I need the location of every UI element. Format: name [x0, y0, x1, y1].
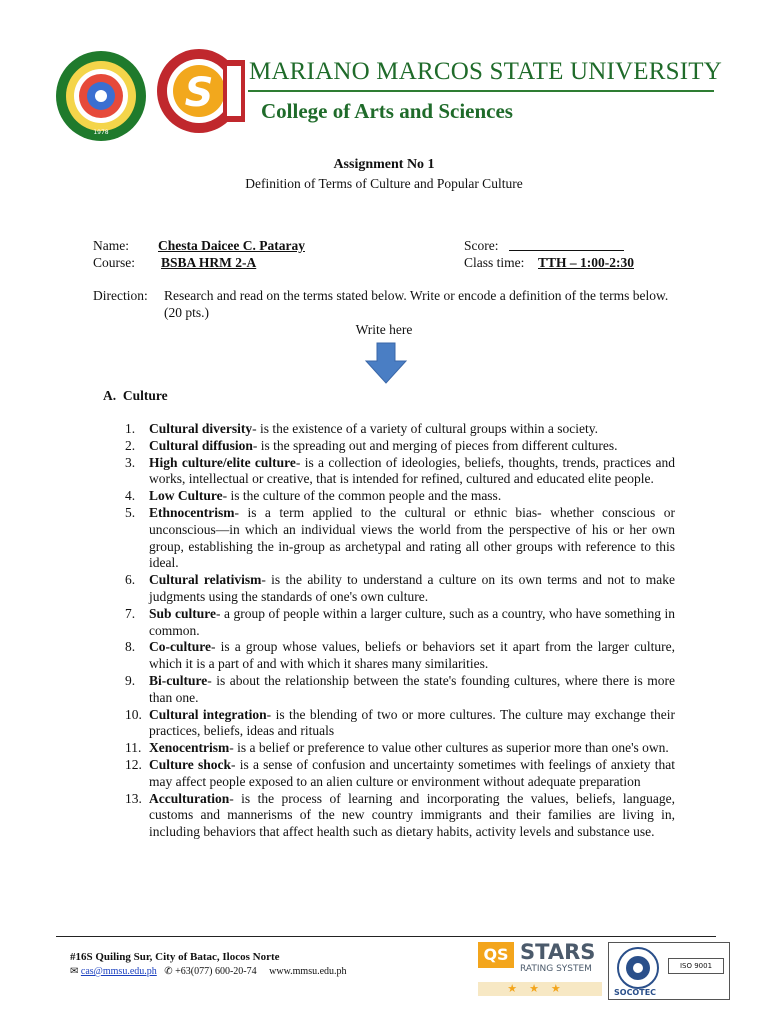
list-item: 1. Cultural diversity- is the existence of a variety of cultural groups within a society. — [125, 421, 599, 436]
course-label: Course: — [93, 255, 135, 270]
list-item: 9. Bi-culture- is about the relationship between the state's founding cultures, where there is more than one. — [125, 672, 675, 705]
svg-text:S: S — [184, 70, 214, 116]
definition: - is about the relationship between the state's founding cultures, where there is more than one. — [149, 672, 675, 705]
term: Culture shock — [149, 756, 231, 772]
assignment-title: Assignment No 1 — [333, 157, 435, 172]
stars-rating: ★★★ — [478, 982, 602, 996]
term: Cultural diffusion — [149, 437, 253, 453]
certification-icon — [616, 946, 660, 990]
definition: - is the culture of the common people and the mass. — [222, 488, 502, 504]
college-logo — [155, 48, 247, 134]
direction-text: Research and read on the terms stated below. Write or encode a definition of the terms below. (20 pts.) — [164, 288, 669, 320]
definition: - is the process of learning and incorporating the values, beliefs, language, customs and mannerisms of the new country immigrants and their families are living in, including behaviors that affect health such as dietary habits, activity levels and substance use. — [149, 790, 675, 840]
phone-icon: ✆ — [164, 966, 173, 977]
direction-label: Direction: — [93, 288, 148, 303]
mmsu-seal-logo — [55, 50, 147, 142]
qs-stars-badge — [478, 942, 602, 998]
svg-text:1978: 1978 — [93, 129, 109, 136]
mail-icon: ✉ — [70, 966, 79, 977]
list-item: 7. Sub culture- a group of people within a larger culture, such as a country, who have something in common. — [125, 605, 675, 638]
footer-divider — [56, 936, 716, 937]
stars-subtitle: RATING SYSTEM — [520, 964, 592, 974]
list-item: 3. High culture/elite culture- is a collection of ideologies, beliefs, thoughts, trends, practices and works, intellectual or creative, that is intended for refined, cultured and educated elite people. — [125, 454, 675, 487]
section-heading — [103, 388, 168, 404]
name-value: Chesta Daicee C. Pataray — [158, 238, 305, 253]
section-title: Culture — [122, 388, 168, 403]
course-value: BSBA HRM 2-A — [161, 255, 257, 270]
definition: - is a collection of ideologies, beliefs, thoughts, trends, practices and works, intellectual or creative, that is intended for refined, cultured and educated elite people. — [149, 454, 675, 487]
section-letter: A. — [103, 388, 117, 403]
email-link[interactable]: cas@mmsu.edu.ph — [80, 966, 157, 977]
list-item: 5. Ethnocentrism- is a term applied to the cultural or ethnic bias- whether conscious or unconscious—in which an individual views the world from the perspective of his or her own group, establishing the in-group as archetypal and rating all other groups with reference to this ideal. — [125, 504, 675, 571]
definition: - is the ability to understand a culture on its own terms and not to make judgments using the standards of one's own culture. — [149, 572, 675, 604]
socotec-cert-badge — [608, 942, 730, 1000]
list-item: 11. Xenocentrism- is a belief or preference to value other cultures as superior more than one's own. — [125, 740, 669, 756]
score-blank — [509, 238, 624, 251]
website-link[interactable]: www.mmsu.edu.ph — [269, 966, 347, 977]
definitions-list — [125, 421, 675, 841]
definition: - is the spreading out and merging of pieces from different cultures. — [252, 437, 618, 453]
definition: - is the blending of two or more cultures. The culture may exchange their practices, beliefs, ideas and rituals — [149, 706, 676, 739]
definition: - is a belief or preference to value other cultures as superior more than one's own. — [229, 740, 669, 756]
list-item: 13. Acculturation- is the process of learning and incorporating the values, beliefs, language, customs and mannerisms of the new country immigrants and their families are living in, including behaviors that affect health such as dietary habits, activity levels and substance use. — [125, 790, 675, 840]
term: Ethnocentrism — [149, 504, 235, 520]
footer-contacts — [70, 966, 347, 977]
iso-label: ISO 9001 — [668, 958, 724, 974]
term: Cultural relativism — [149, 572, 262, 588]
college-name: College of Arts and Sciences — [261, 99, 513, 123]
cert-body-label: SOCOTEC — [614, 988, 657, 997]
score-label: Score: — [464, 238, 499, 253]
definition: - is the existence of a variety of cultural groups within a society. — [252, 421, 599, 436]
term: Acculturation — [149, 790, 230, 806]
direction-block — [93, 287, 673, 321]
term: Sub culture — [149, 605, 217, 621]
list-item: 6. Cultural relativism- is the ability to understand a culture on its own terms and not to make judgments using the standards of one's own culture. — [125, 572, 675, 604]
qs-logo: QS — [478, 942, 514, 968]
term: High culture/elite culture — [149, 454, 296, 470]
definition: - a group of people within a larger culture, such as a country, who have something in common. — [149, 605, 675, 638]
term: Xenocentrism — [149, 740, 230, 756]
definition: - is a term applied to the cultural or ethnic bias- whether conscious or unconscious—in which an individual views the world from the perspective of his or her own group, establishing the in-group as archetypal and rating all other groups with reference to this ideal. — [149, 504, 675, 571]
list-item: 10. Cultural integration- is the blending of two or more cultures. The culture may exchange their practices, beliefs, ideas and rituals — [125, 706, 676, 739]
term: Cultural diversity — [149, 421, 253, 436]
assignment-subtitle: Definition of Terms of Culture and Popular Culture — [245, 176, 523, 191]
class-time-label: Class time: — [464, 255, 525, 270]
term: Low Culture — [149, 488, 223, 504]
class-time-value: TTH – 1:00-2:30 — [538, 255, 634, 270]
list-item: 12. Culture shock- is a sense of confusion and uncertainty sometimes with feelings of anxiety that may affect people exposed to an alien culture or environment without adequate preparation — [125, 756, 676, 789]
definition: - is a group whose values, beliefs or behaviors set it apart from the larger culture, which it is a part of and with which it shares many similarities. — [149, 639, 675, 672]
footer-address: #16S Quiling Sur, City of Batac, Ilocos Norte — [70, 951, 280, 963]
term: Co-culture — [149, 639, 211, 655]
name-label: Name: — [93, 238, 129, 253]
definition: - is a sense of confusion and uncertainty sometimes with feelings of anxiety that may affect people exposed to an alien culture or environment without adequate preparation — [149, 756, 676, 789]
university-name: MARIANO MARCOS STATE UNIVERSITY — [249, 58, 722, 85]
header-divider — [248, 90, 714, 92]
write-here-label: Write here — [355, 322, 413, 337]
list-item: 8. Co-culture- is a group whose values, beliefs or behaviors set it apart from the larger culture, which it is a part of and with which it shares many similarities. — [125, 639, 675, 672]
list-item: 4. Low Culture- is the culture of the common people and the mass. — [125, 488, 502, 504]
list-item: 2. Cultural diffusion- is the spreading out and merging of pieces from different cultures. — [125, 437, 618, 453]
term: Cultural integration — [149, 706, 267, 722]
stars-title: STARS — [520, 940, 596, 964]
term: Bi-culture — [149, 672, 208, 688]
phone-number: +63(077) 600-20-74 — [175, 966, 257, 977]
down-arrow-icon — [364, 341, 408, 385]
